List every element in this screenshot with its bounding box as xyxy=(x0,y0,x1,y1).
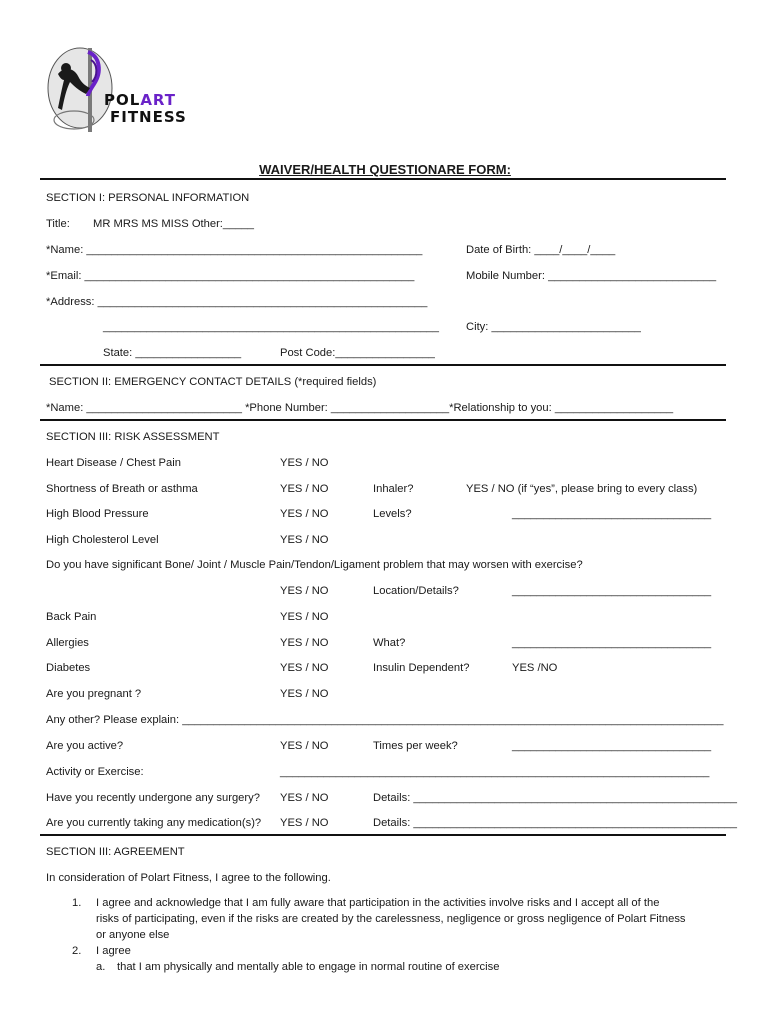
section3-divider xyxy=(40,834,726,836)
agreement-item2-number: 2. xyxy=(72,945,82,957)
logo-text-line1: POLART xyxy=(104,91,177,109)
email-field[interactable]: *Email: _____________________________________________________ xyxy=(46,270,415,282)
location-label: Location/Details? xyxy=(373,585,459,597)
bone-joint-question: Do you have significant Bone/ Joint / Muscle Pain/Tendon/Ligament problem that may worsen with exercise? xyxy=(46,559,583,571)
allergies-yes-no[interactable]: YES / NO xyxy=(280,637,329,649)
agreement-item2: I agree xyxy=(96,945,131,957)
mobile-field[interactable]: Mobile Number: ___________________________ xyxy=(466,270,717,282)
what-label: What? xyxy=(373,637,406,649)
breath-label: Shortness of Breath or asthma xyxy=(46,483,198,495)
postcode-field[interactable]: Post Code:________________ xyxy=(280,347,435,359)
times-per-week-label: Times per week? xyxy=(373,740,458,752)
inhaler-yes-no[interactable]: YES / NO (if “yes”, please bring to every class) xyxy=(466,483,698,495)
emergency-contact-line[interactable]: *Name: _________________________ *Phone Number: ___________________*Relationship to you: ___________________ xyxy=(46,402,674,414)
active-label: Are you active? xyxy=(46,740,124,752)
any-other-field[interactable]: Any other? Please explain: _______________________________________________________________________________________ xyxy=(46,714,724,726)
breath-yes-no[interactable]: YES / NO xyxy=(280,483,329,495)
bone-joint-yes-no[interactable]: YES / NO xyxy=(280,585,329,597)
activity-field[interactable]: _____________________________________________________________________ xyxy=(280,766,710,778)
address-field[interactable]: *Address: _____________________________________________________ xyxy=(46,296,428,308)
cholesterol-yes-no[interactable]: YES / NO xyxy=(280,534,329,546)
diabetes-label: Diabetes xyxy=(46,662,91,674)
heart-disease-yes-no[interactable]: YES / NO xyxy=(280,457,329,469)
blood-pressure-label: High Blood Pressure xyxy=(46,508,149,520)
pregnant-yes-no[interactable]: YES / NO xyxy=(280,688,329,700)
heart-disease-label: Heart Disease / Chest Pain xyxy=(46,457,181,469)
levels-field[interactable]: ________________________________ xyxy=(512,508,712,520)
section2-heading: SECTION II: EMERGENCY CONTACT DETAILS (*required fields) xyxy=(49,376,377,388)
what-field[interactable]: ________________________________ xyxy=(512,637,712,649)
agreement-item1-line2: risks of participating, even if the risks are created by the carelessness, negligence or gross negligence of Polart Fitness xyxy=(96,913,686,925)
title-divider xyxy=(40,178,726,180)
back-pain-label: Back Pain xyxy=(46,611,97,623)
agreement-item2a-letter: a. xyxy=(96,961,106,973)
state-field[interactable]: State: _________________ xyxy=(103,347,242,359)
agreement-intro: In consideration of Polart Fitness, I agree to the following. xyxy=(46,872,331,884)
dob-field[interactable]: Date of Birth: ____/____/____ xyxy=(466,244,616,256)
medication-details-field[interactable]: Details: ____________________________________________________ xyxy=(373,817,737,829)
agreement-heading: SECTION III: AGREEMENT xyxy=(46,846,185,858)
allergies-label: Allergies xyxy=(46,637,89,649)
agreement-item1-number: 1. xyxy=(72,897,82,909)
name-field[interactable]: *Name: ______________________________________________________ xyxy=(46,244,423,256)
surgery-label: Have you recently undergone any surgery? xyxy=(46,792,260,804)
levels-label: Levels? xyxy=(373,508,412,520)
title-label: Title: xyxy=(46,218,70,230)
activity-label: Activity or Exercise: xyxy=(46,766,144,778)
title-options[interactable]: MR MRS MS MISS Other:_____ xyxy=(93,218,255,230)
location-field[interactable]: ________________________________ xyxy=(512,585,712,597)
times-per-week-field[interactable]: ________________________________ xyxy=(512,740,712,752)
insulin-yes-no[interactable]: YES /NO xyxy=(512,662,558,674)
address-line2-field[interactable]: ______________________________________________________ xyxy=(103,321,439,333)
city-field[interactable]: City: ________________________ xyxy=(466,321,641,333)
section1-divider xyxy=(40,364,726,366)
active-yes-no[interactable]: YES / NO xyxy=(280,740,329,752)
agreement-item1-line1: I agree and acknowledge that I am fully aware that participation in the activities involve risks and I accept all of the xyxy=(96,897,660,909)
surgery-details-field[interactable]: Details: ____________________________________________________ xyxy=(373,792,737,804)
blood-pressure-yes-no[interactable]: YES / NO xyxy=(280,508,329,520)
polart-fitness-logo xyxy=(44,46,188,134)
diabetes-yes-no[interactable]: YES / NO xyxy=(280,662,329,674)
insulin-label: Insulin Dependent? xyxy=(373,662,470,674)
medication-yes-no[interactable]: YES / NO xyxy=(280,817,329,829)
agreement-item1-line3: or anyone else xyxy=(96,929,170,941)
logo-text-line2: FITNESS xyxy=(110,108,187,126)
section3-heading: SECTION III: RISK ASSESSMENT xyxy=(46,431,220,443)
cholesterol-label: High Cholesterol Level xyxy=(46,534,159,546)
back-pain-yes-no[interactable]: YES / NO xyxy=(280,611,329,623)
surgery-yes-no[interactable]: YES / NO xyxy=(280,792,329,804)
section2-divider xyxy=(40,419,726,421)
medication-label: Are you currently taking any medication(s)? xyxy=(46,817,262,829)
pregnant-label: Are you pregnant ? xyxy=(46,688,142,700)
form-title: WAIVER/HEALTH QUESTIONARE FORM: xyxy=(259,162,511,177)
section1-heading: SECTION I: PERSONAL INFORMATION xyxy=(46,192,250,204)
agreement-item2a: that I am physically and mentally able to engage in normal routine of exercise xyxy=(117,961,500,973)
inhaler-label: Inhaler? xyxy=(373,483,414,495)
